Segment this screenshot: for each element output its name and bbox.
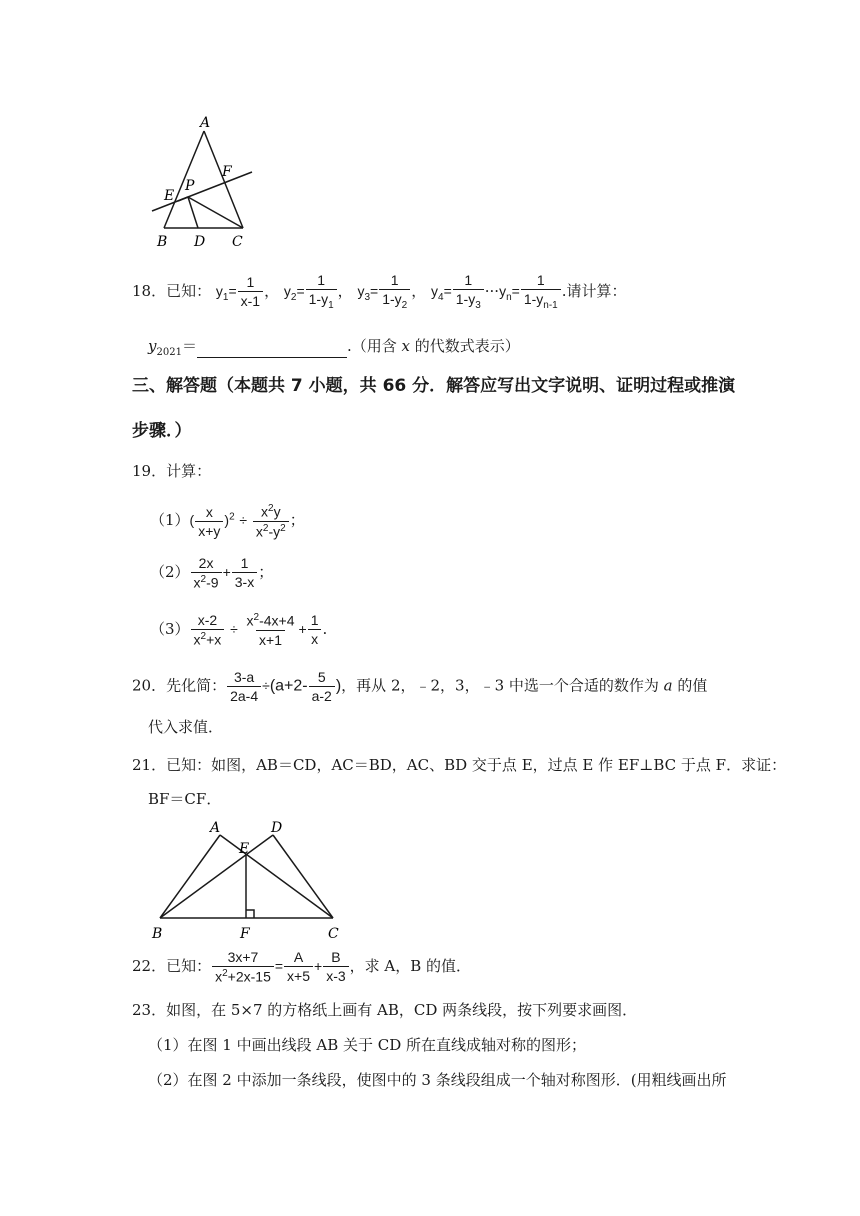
- label-c: C: [328, 926, 339, 942]
- problem-20-cont: 代入求值．: [148, 718, 224, 736]
- problem-number: 18．已知：: [132, 281, 212, 300]
- problem-19-part-3: （3） $\frac{x-2}{x^2+x}$ ÷ $\frac{x^2-4x+4}{x+1}$ + $\frac{1}{x}$ .: [150, 612, 328, 648]
- problem-23-part-1: （1）在图 1 中画出线段 AB 关于 CD 所在直线成轴对称的图形；: [148, 1036, 587, 1054]
- segment-ba: [160, 835, 220, 918]
- label-a: A: [200, 115, 211, 131]
- label-e: E: [239, 841, 250, 857]
- fraction: $\frac{1}{1-y_3}$: [453, 273, 484, 311]
- segment-cd: [273, 835, 333, 918]
- label-d: D: [194, 234, 206, 250]
- answer-blank[interactable]: [197, 343, 347, 358]
- section-heading: 三、解答题（本题共 7 小题，共 66 分．解答应写出文字说明、证明过程或推演: [132, 376, 736, 396]
- label-e: E: [164, 188, 175, 204]
- label-f: F: [240, 926, 250, 942]
- label-b: B: [157, 234, 168, 250]
- figure-two-triangles: [140, 815, 360, 945]
- label-f: F: [222, 164, 232, 180]
- problem-19: 19．计算：: [132, 462, 212, 480]
- problem-19-part-1: （1）( $\frac{x}{x+y}$ )$^2$ ÷ $\frac{x^2y}{x^2-y^2}$ ；: [150, 503, 305, 540]
- problem-20: 20．先化简： $\frac{3-a}{2a-4}$ ÷(a+2- $\frac{5}{a-2}$ )，再从 2，﹣2，3，﹣3 中选一个合适的数作为 a 的值: [132, 669, 708, 704]
- side-ab: [164, 131, 204, 228]
- section-heading-cont: 步骤．）: [132, 421, 192, 441]
- figure-triangle-abc: [140, 110, 270, 260]
- problem-23: 23．如图，在 5×7 的方格纸上画有 AB，CD 两条线段，按下列要求画图．: [132, 1001, 638, 1019]
- label-b: B: [152, 926, 163, 942]
- problem-23-part-2: （2）在图 2 中添加一条线段，使图中的 3 条线段组成一个轴对称图形．(用粗线画出所: [148, 1071, 727, 1089]
- fraction: $\frac{1}{x-1}$: [238, 275, 263, 308]
- fraction: $\frac{1}{1-y_1}$: [306, 273, 337, 311]
- fraction: $\frac{1}{1-y_{n-1}}$: [521, 273, 561, 311]
- problem-21-cont: BF＝CF．: [148, 790, 222, 808]
- label-a: A: [210, 820, 221, 836]
- label-p: P: [185, 178, 195, 194]
- label-d: D: [271, 820, 283, 836]
- right-angle-mark: [246, 910, 254, 918]
- label-c: C: [232, 234, 243, 250]
- problem-22: 22．已知： $\frac{3x+7}{x^2+2x-15}$ = $\frac{A}{x+5}$ + $\frac{B}{x-3}$ ，求 A，B 的值．: [132, 949, 472, 985]
- problem-19-part-2: （2） $\frac{2x}{x^2-9}$ + $\frac{1}{3-x}$ ；: [150, 555, 274, 591]
- segment-ac: [220, 835, 333, 918]
- problem-18: 18．已知： $y_1=$ $\frac{1}{x-1}$ ， $y_2=$ $\frac{1}{1-y_1}$ ， $y_3=$ $\frac{1}{1-y_2}$ ， $y_4=$ $\frac{1}{1-y_3}$ $\cdot\cdot\cdot y_n=$ $\frac{1}{1-y_{n-1}}$ .请计算：: [132, 272, 627, 311]
- problem-18-answer-line: $y_{2021}=$ .（用含 x 的代数式表示）: [148, 337, 520, 358]
- problem-21: 21．已知：如图，AB＝CD，AC＝BD，AC、BD 交于点 E，过点 E 作 EF⊥BC 于点 F．求证：: [132, 756, 787, 774]
- fraction: $\frac{1}{1-y_2}$: [379, 273, 410, 311]
- segment-bd: [160, 835, 273, 918]
